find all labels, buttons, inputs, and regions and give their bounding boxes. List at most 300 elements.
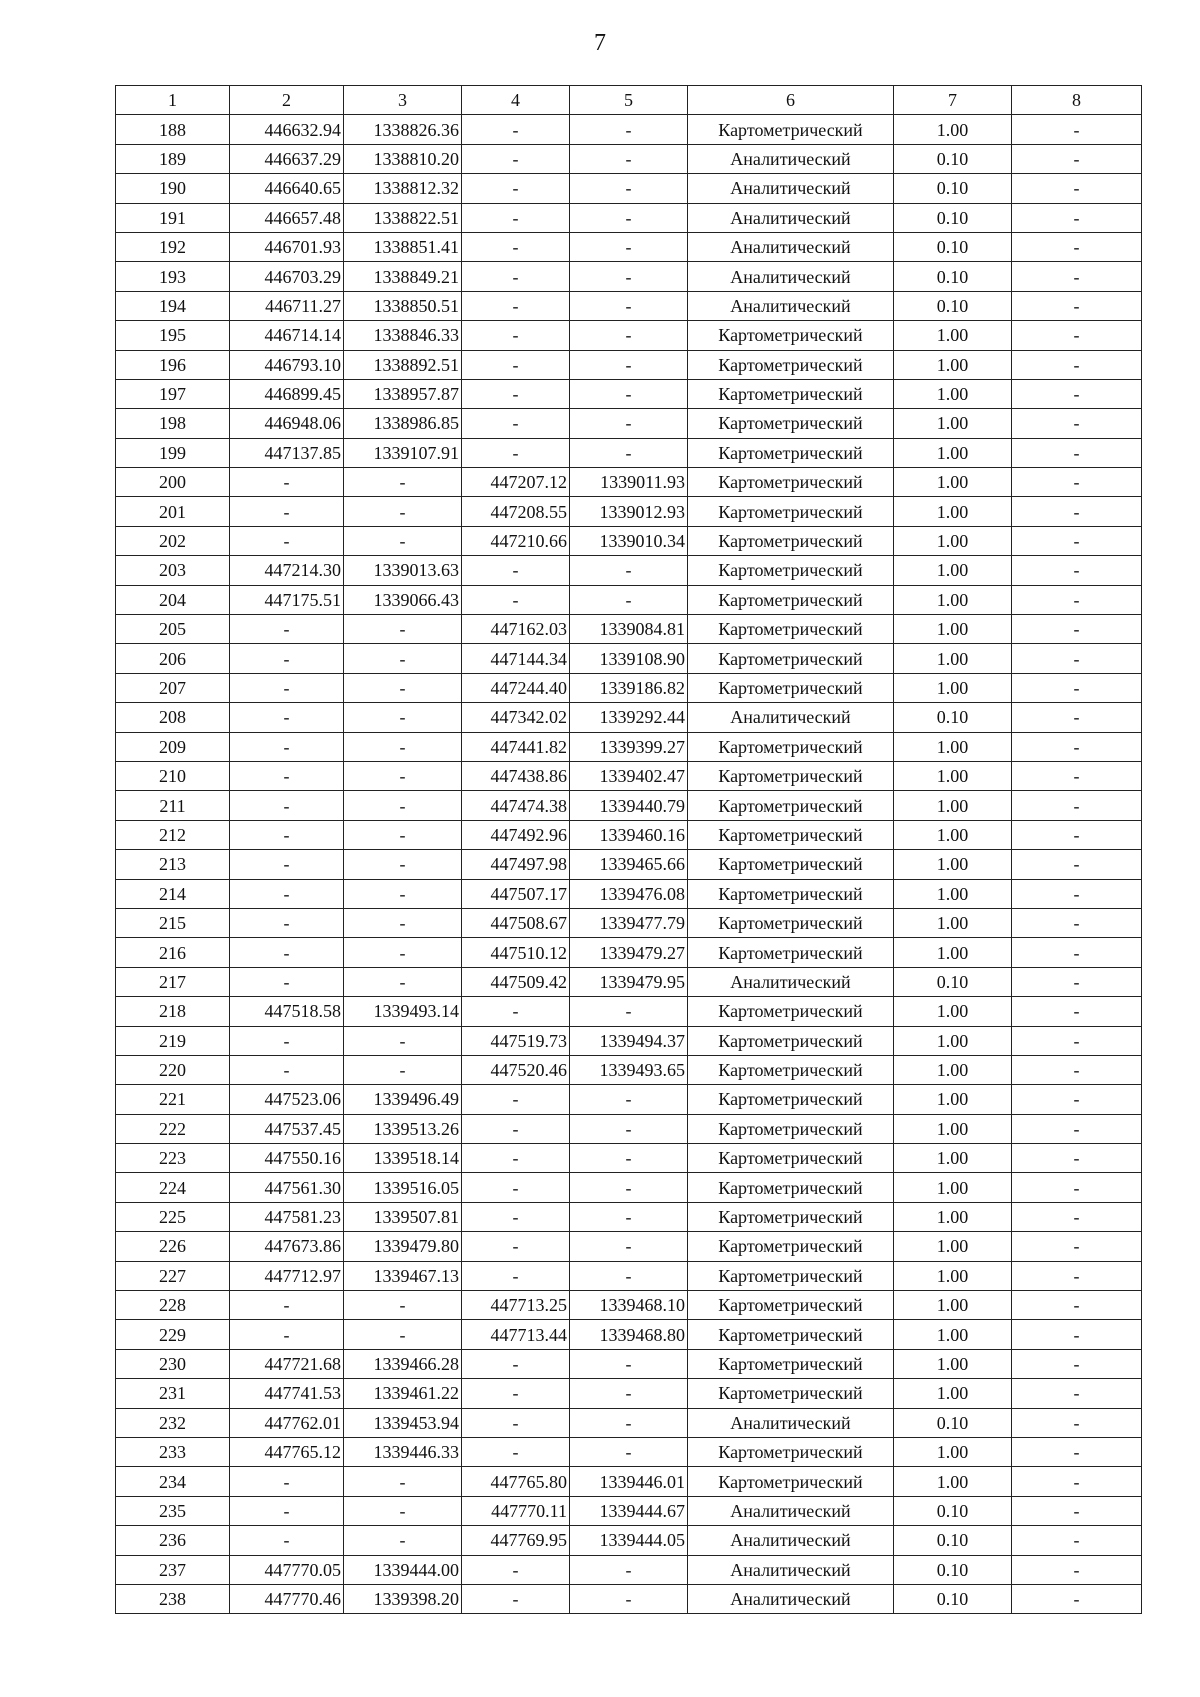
table-cell-col-1: 213	[116, 850, 230, 879]
table-cell-col-7: 1.00	[894, 820, 1012, 849]
table-cell-col-8: -	[1012, 526, 1142, 555]
table-cell-col-4: 447520.46	[462, 1055, 570, 1084]
table-row	[116, 761, 1142, 790]
table-cell-col-8: -	[1012, 1408, 1142, 1437]
column-header-8: 8	[1012, 86, 1142, 115]
table-cell-col-7: 1.00	[894, 497, 1012, 526]
table-cell-col-7: 1.00	[894, 1055, 1012, 1084]
table-cell-col-6: Картометрический	[688, 879, 894, 908]
table-row	[116, 379, 1142, 408]
table-row	[116, 1291, 1142, 1320]
table-cell-col-6: Картометрический	[688, 1437, 894, 1466]
table-cell-col-3: 1338810.20	[344, 144, 462, 173]
table-cell-col-1: 219	[116, 1026, 230, 1055]
table-cell-col-4: -	[462, 1202, 570, 1231]
table-cell-col-8: -	[1012, 409, 1142, 438]
table-cell-col-7: 1.00	[894, 1261, 1012, 1290]
table-cell-col-7: 1.00	[894, 997, 1012, 1026]
table-cell-col-7: 1.00	[894, 1173, 1012, 1202]
table-cell-col-8: -	[1012, 1467, 1142, 1496]
table-cell-col-6: Картометрический	[688, 673, 894, 702]
table-cell-col-3: 1338849.21	[344, 262, 462, 291]
table-cell-col-7: 1.00	[894, 468, 1012, 497]
table-cell-col-7: 0.10	[894, 1555, 1012, 1584]
table-cell-col-6: Картометрический	[688, 791, 894, 820]
table-cell-col-3: -	[344, 908, 462, 937]
table-row	[116, 644, 1142, 673]
table-cell-col-6: Картометрический	[688, 321, 894, 350]
table-cell-col-1: 200	[116, 468, 230, 497]
table-cell-col-3: -	[344, 644, 462, 673]
table-cell-col-8: -	[1012, 1055, 1142, 1084]
table-cell-col-7: 1.00	[894, 115, 1012, 144]
table-cell-col-5: -	[570, 1379, 688, 1408]
table-cell-col-7: 0.10	[894, 1408, 1012, 1437]
table-cell-col-1: 218	[116, 997, 230, 1026]
table-cell-col-4: -	[462, 585, 570, 614]
table-cell-col-6: Картометрический	[688, 850, 894, 879]
table-row	[116, 1584, 1142, 1613]
table-cell-col-6: Картометрический	[688, 1467, 894, 1496]
table-cell-col-2: 447741.53	[230, 1379, 344, 1408]
table-cell-col-6: Картометрический	[688, 1026, 894, 1055]
table-cell-col-6: Картометрический	[688, 761, 894, 790]
table-cell-col-8: -	[1012, 1437, 1142, 1466]
table-cell-col-4: 447519.73	[462, 1026, 570, 1055]
table-cell-col-2: 447770.05	[230, 1555, 344, 1584]
table-cell-col-2: -	[230, 673, 344, 702]
table-cell-col-8: -	[1012, 850, 1142, 879]
table-cell-col-6: Картометрический	[688, 820, 894, 849]
table-cell-col-2: 447214.30	[230, 556, 344, 585]
table-cell-col-3: 1338822.51	[344, 203, 462, 232]
table-cell-col-1: 229	[116, 1320, 230, 1349]
table-cell-col-6: Аналитический	[688, 174, 894, 203]
table-row	[116, 1202, 1142, 1231]
table-cell-col-7: 1.00	[894, 761, 1012, 790]
table-cell-col-8: -	[1012, 791, 1142, 820]
table-cell-col-7: 0.10	[894, 203, 1012, 232]
table-cell-col-1: 214	[116, 879, 230, 908]
table-cell-col-3: 1338812.32	[344, 174, 462, 203]
table-cell-col-6: Аналитический	[688, 203, 894, 232]
table-cell-col-1: 195	[116, 321, 230, 350]
table-cell-col-1: 234	[116, 1467, 230, 1496]
table-cell-col-4: 447713.44	[462, 1320, 570, 1349]
table-cell-col-1: 235	[116, 1496, 230, 1525]
table-cell-col-8: -	[1012, 644, 1142, 673]
table-cell-col-6: Картометрический	[688, 1320, 894, 1349]
table-cell-col-4: -	[462, 556, 570, 585]
table-cell-col-2: 447721.68	[230, 1349, 344, 1378]
table-cell-col-4: -	[462, 1584, 570, 1613]
table-cell-col-3: 1339507.81	[344, 1202, 462, 1231]
table-cell-col-8: -	[1012, 144, 1142, 173]
table-cell-col-8: -	[1012, 115, 1142, 144]
table-cell-col-8: -	[1012, 703, 1142, 732]
table-row	[116, 1437, 1142, 1466]
table-cell-col-3: -	[344, 497, 462, 526]
table-cell-col-1: 199	[116, 438, 230, 467]
table-cell-col-7: 0.10	[894, 262, 1012, 291]
table-cell-col-4: 447474.38	[462, 791, 570, 820]
table-cell-col-4: 447244.40	[462, 673, 570, 702]
table-row	[116, 115, 1142, 144]
table-cell-col-6: Картометрический	[688, 1085, 894, 1114]
table-cell-col-6: Аналитический	[688, 1584, 894, 1613]
table-cell-col-7: 1.00	[894, 879, 1012, 908]
table-cell-col-5: 1339468.10	[570, 1291, 688, 1320]
table-cell-col-2: -	[230, 967, 344, 996]
table-cell-col-4: -	[462, 997, 570, 1026]
table-row	[116, 262, 1142, 291]
table-cell-col-6: Аналитический	[688, 262, 894, 291]
table-cell-col-4: 447162.03	[462, 615, 570, 644]
table-cell-col-5: -	[570, 997, 688, 1026]
table-cell-col-5: 1339476.08	[570, 879, 688, 908]
table-cell-col-2: 447523.06	[230, 1085, 344, 1114]
table-cell-col-5: 1339479.27	[570, 938, 688, 967]
table-cell-col-8: -	[1012, 1291, 1142, 1320]
table-cell-col-3: -	[344, 1526, 462, 1555]
table-cell-col-5: -	[570, 1114, 688, 1143]
table-cell-col-3: 1338892.51	[344, 350, 462, 379]
table-cell-col-3: 1339513.26	[344, 1114, 462, 1143]
table-cell-col-2: -	[230, 497, 344, 526]
table-cell-col-5: 1339011.93	[570, 468, 688, 497]
table-cell-col-7: 1.00	[894, 379, 1012, 408]
table-cell-col-4: 447770.11	[462, 1496, 570, 1525]
table-cell-col-5: -	[570, 291, 688, 320]
column-header-1: 1	[116, 86, 230, 115]
table-cell-col-1: 231	[116, 1379, 230, 1408]
table-cell-col-5: -	[570, 1437, 688, 1466]
table-cell-col-7: 1.00	[894, 321, 1012, 350]
table-row	[116, 703, 1142, 732]
table-cell-col-8: -	[1012, 379, 1142, 408]
table-cell-col-5: 1339186.82	[570, 673, 688, 702]
table-row	[116, 174, 1142, 203]
table-cell-col-8: -	[1012, 1496, 1142, 1525]
table-cell-col-2: 446703.29	[230, 262, 344, 291]
table-cell-col-5: -	[570, 232, 688, 261]
table-row	[116, 997, 1142, 1026]
table-cell-col-6: Аналитический	[688, 703, 894, 732]
table-cell-col-5: 1339444.67	[570, 1496, 688, 1525]
table-cell-col-4: -	[462, 350, 570, 379]
table-cell-col-3: -	[344, 615, 462, 644]
table-cell-col-3: 1339466.28	[344, 1349, 462, 1378]
table-row	[116, 144, 1142, 173]
table-cell-col-8: -	[1012, 997, 1142, 1026]
table-cell-col-2: -	[230, 1320, 344, 1349]
table-row	[116, 1320, 1142, 1349]
table-cell-col-1: 206	[116, 644, 230, 673]
table-cell-col-2: 447770.46	[230, 1584, 344, 1613]
table-cell-col-6: Картометрический	[688, 115, 894, 144]
table-cell-col-1: 238	[116, 1584, 230, 1613]
table-cell-col-2: -	[230, 1496, 344, 1525]
table-cell-col-6: Картометрический	[688, 497, 894, 526]
table-cell-col-1: 204	[116, 585, 230, 614]
table-cell-col-5: -	[570, 1085, 688, 1114]
table-cell-col-6: Картометрический	[688, 1202, 894, 1231]
table-cell-col-5: -	[570, 556, 688, 585]
table-cell-col-5: -	[570, 174, 688, 203]
table-cell-col-3: -	[344, 526, 462, 555]
table-cell-col-8: -	[1012, 438, 1142, 467]
table-cell-col-6: Картометрический	[688, 615, 894, 644]
table-cell-col-2: 447175.51	[230, 585, 344, 614]
table-cell-col-2: -	[230, 1291, 344, 1320]
table-cell-col-5: -	[570, 1584, 688, 1613]
table-cell-col-2: 447673.86	[230, 1232, 344, 1261]
table-cell-col-6: Картометрический	[688, 409, 894, 438]
table-cell-col-7: 0.10	[894, 1496, 1012, 1525]
table-cell-col-2: 447712.97	[230, 1261, 344, 1290]
table-cell-col-5: -	[570, 115, 688, 144]
table-cell-col-4: 447207.12	[462, 468, 570, 497]
table-cell-col-3: -	[344, 820, 462, 849]
table-row	[116, 1261, 1142, 1290]
table-cell-col-7: 1.00	[894, 615, 1012, 644]
table-cell-col-1: 225	[116, 1202, 230, 1231]
table-cell-col-7: 1.00	[894, 438, 1012, 467]
table-cell-col-3: 1339013.63	[344, 556, 462, 585]
table-cell-col-1: 188	[116, 115, 230, 144]
table-row	[116, 321, 1142, 350]
table-cell-col-3: 1339066.43	[344, 585, 462, 614]
table-cell-col-5: -	[570, 1555, 688, 1584]
table-cell-col-2: 446632.94	[230, 115, 344, 144]
table-cell-col-7: 1.00	[894, 585, 1012, 614]
table-cell-col-5: 1339465.66	[570, 850, 688, 879]
table-cell-col-2: -	[230, 703, 344, 732]
table-cell-col-6: Картометрический	[688, 556, 894, 585]
table-cell-col-8: -	[1012, 1173, 1142, 1202]
table-cell-col-1: 223	[116, 1144, 230, 1173]
table-row	[116, 1526, 1142, 1555]
table-cell-col-2: 447518.58	[230, 997, 344, 1026]
table-cell-col-1: 221	[116, 1085, 230, 1114]
table-cell-col-5: 1339292.44	[570, 703, 688, 732]
table-cell-col-7: 1.00	[894, 1114, 1012, 1143]
table-cell-col-2: 446714.14	[230, 321, 344, 350]
table-cell-col-1: 212	[116, 820, 230, 849]
table-cell-col-7: 1.00	[894, 526, 1012, 555]
table-cell-col-4: -	[462, 232, 570, 261]
table-cell-col-3: -	[344, 791, 462, 820]
table-row	[116, 1026, 1142, 1055]
table-cell-col-6: Картометрический	[688, 1291, 894, 1320]
table-cell-col-2: -	[230, 1467, 344, 1496]
table-body	[116, 115, 1142, 1614]
table-row	[116, 468, 1142, 497]
table-row	[116, 791, 1142, 820]
table-cell-col-4: 447508.67	[462, 908, 570, 937]
table-cell-col-2: 447537.45	[230, 1114, 344, 1143]
table-cell-col-1: 197	[116, 379, 230, 408]
table-cell-col-5: -	[570, 1202, 688, 1231]
table-cell-col-7: 1.00	[894, 938, 1012, 967]
table-cell-col-6: Аналитический	[688, 1555, 894, 1584]
table-row	[116, 908, 1142, 937]
table-cell-col-6: Картометрический	[688, 350, 894, 379]
table-row	[116, 732, 1142, 761]
table-cell-col-4: 447441.82	[462, 732, 570, 761]
table-cell-col-6: Аналитический	[688, 1408, 894, 1437]
table-cell-col-5: -	[570, 1261, 688, 1290]
table-row	[116, 497, 1142, 526]
table-cell-col-2: 446637.29	[230, 144, 344, 173]
table-cell-col-5: 1339493.65	[570, 1055, 688, 1084]
table-cell-col-7: 1.00	[894, 1085, 1012, 1114]
table-cell-col-3: 1339107.91	[344, 438, 462, 467]
table-cell-col-2: -	[230, 526, 344, 555]
table-row	[116, 879, 1142, 908]
table-row	[116, 526, 1142, 555]
table-cell-col-4: -	[462, 1085, 570, 1114]
table-cell-col-7: 0.10	[894, 967, 1012, 996]
table-cell-col-3: -	[344, 938, 462, 967]
table-cell-col-6: Картометрический	[688, 997, 894, 1026]
table-cell-col-6: Картометрический	[688, 1114, 894, 1143]
table-cell-col-2: -	[230, 908, 344, 937]
table-row	[116, 350, 1142, 379]
table-cell-col-5: 1339084.81	[570, 615, 688, 644]
table-cell-col-8: -	[1012, 1114, 1142, 1143]
table-cell-col-8: -	[1012, 1202, 1142, 1231]
table-cell-col-4: 447507.17	[462, 879, 570, 908]
table-row	[116, 673, 1142, 702]
table-cell-col-5: 1339479.95	[570, 967, 688, 996]
table-cell-col-5: -	[570, 409, 688, 438]
table-cell-col-2: -	[230, 850, 344, 879]
table-cell-col-1: 222	[116, 1114, 230, 1143]
table-cell-col-5: 1339010.34	[570, 526, 688, 555]
table-cell-col-4: 447509.42	[462, 967, 570, 996]
table-cell-col-3: 1339444.00	[344, 1555, 462, 1584]
table-cell-col-8: -	[1012, 497, 1142, 526]
table-cell-col-4: 447765.80	[462, 1467, 570, 1496]
table-cell-col-5: 1339444.05	[570, 1526, 688, 1555]
table-cell-col-6: Картометрический	[688, 732, 894, 761]
table-cell-col-5: -	[570, 203, 688, 232]
table-cell-col-2: 446793.10	[230, 350, 344, 379]
table-cell-col-5: -	[570, 321, 688, 350]
table-cell-col-5: -	[570, 1408, 688, 1437]
table-cell-col-1: 227	[116, 1261, 230, 1290]
table-cell-col-4: -	[462, 321, 570, 350]
table-cell-col-3: -	[344, 703, 462, 732]
table-row	[116, 1114, 1142, 1143]
table-cell-col-3: 1339493.14	[344, 997, 462, 1026]
table-cell-col-4: -	[462, 379, 570, 408]
table-cell-col-3: -	[344, 850, 462, 879]
table-cell-col-5: 1339494.37	[570, 1026, 688, 1055]
table-cell-col-1: 232	[116, 1408, 230, 1437]
table-cell-col-5: 1339012.93	[570, 497, 688, 526]
table-cell-col-8: -	[1012, 468, 1142, 497]
table-cell-col-2: -	[230, 1026, 344, 1055]
table-cell-col-6: Картометрический	[688, 1144, 894, 1173]
column-header-7: 7	[894, 86, 1012, 115]
table-cell-col-3: 1339467.13	[344, 1261, 462, 1290]
table-cell-col-5: 1339399.27	[570, 732, 688, 761]
table-cell-col-1: 211	[116, 791, 230, 820]
table-cell-col-4: -	[462, 144, 570, 173]
table-cell-col-2: 446640.65	[230, 174, 344, 203]
table-cell-col-4: 447510.12	[462, 938, 570, 967]
table-cell-col-5: 1339440.79	[570, 791, 688, 820]
table-cell-col-4: -	[462, 409, 570, 438]
table-cell-col-6: Аналитический	[688, 144, 894, 173]
table-cell-col-7: 1.00	[894, 732, 1012, 761]
table-cell-col-7: 1.00	[894, 908, 1012, 937]
table-cell-col-4: -	[462, 1261, 570, 1290]
table-cell-col-3: 1339461.22	[344, 1379, 462, 1408]
table-cell-col-7: 1.00	[894, 350, 1012, 379]
table-cell-col-8: -	[1012, 732, 1142, 761]
table-cell-col-5: -	[570, 350, 688, 379]
table-cell-col-7: 1.00	[894, 1202, 1012, 1231]
table-cell-col-5: -	[570, 438, 688, 467]
table-cell-col-4: 447769.95	[462, 1526, 570, 1555]
table-cell-col-1: 201	[116, 497, 230, 526]
table-cell-col-4: 447144.34	[462, 644, 570, 673]
table-cell-col-4: -	[462, 203, 570, 232]
table-cell-col-4: -	[462, 438, 570, 467]
table-row	[116, 615, 1142, 644]
table-cell-col-3: 1339518.14	[344, 1144, 462, 1173]
table-cell-col-1: 224	[116, 1173, 230, 1202]
table-row	[116, 1085, 1142, 1114]
table-row	[116, 967, 1142, 996]
table-cell-col-5: -	[570, 1349, 688, 1378]
table-cell-col-8: -	[1012, 232, 1142, 261]
table-cell-col-8: -	[1012, 615, 1142, 644]
table-cell-col-2: -	[230, 879, 344, 908]
table-row	[116, 291, 1142, 320]
table-cell-col-5: 1339460.16	[570, 820, 688, 849]
table-row	[116, 1467, 1142, 1496]
table-cell-col-2: -	[230, 1526, 344, 1555]
table-cell-col-7: 1.00	[894, 1320, 1012, 1349]
table-cell-col-8: -	[1012, 203, 1142, 232]
table-cell-col-4: 447438.86	[462, 761, 570, 790]
table-cell-col-6: Аналитический	[688, 232, 894, 261]
table-cell-col-5: -	[570, 379, 688, 408]
table-cell-col-5: 1339477.79	[570, 908, 688, 937]
table-cell-col-1: 233	[116, 1437, 230, 1466]
table-cell-col-3: -	[344, 1291, 462, 1320]
table-cell-col-1: 217	[116, 967, 230, 996]
table-cell-col-4: 447208.55	[462, 497, 570, 526]
table-row	[116, 1349, 1142, 1378]
table-row	[116, 585, 1142, 614]
table-cell-col-2: -	[230, 791, 344, 820]
table-cell-col-5: -	[570, 1144, 688, 1173]
table-cell-col-4: -	[462, 1408, 570, 1437]
table-cell-col-2: -	[230, 938, 344, 967]
table-cell-col-1: 236	[116, 1526, 230, 1555]
table-cell-col-3: 1338826.36	[344, 115, 462, 144]
table-cell-col-1: 193	[116, 262, 230, 291]
table-cell-col-2: 447137.85	[230, 438, 344, 467]
table-cell-col-5: 1339446.01	[570, 1467, 688, 1496]
table-cell-col-8: -	[1012, 1026, 1142, 1055]
table-cell-col-6: Картометрический	[688, 1379, 894, 1408]
